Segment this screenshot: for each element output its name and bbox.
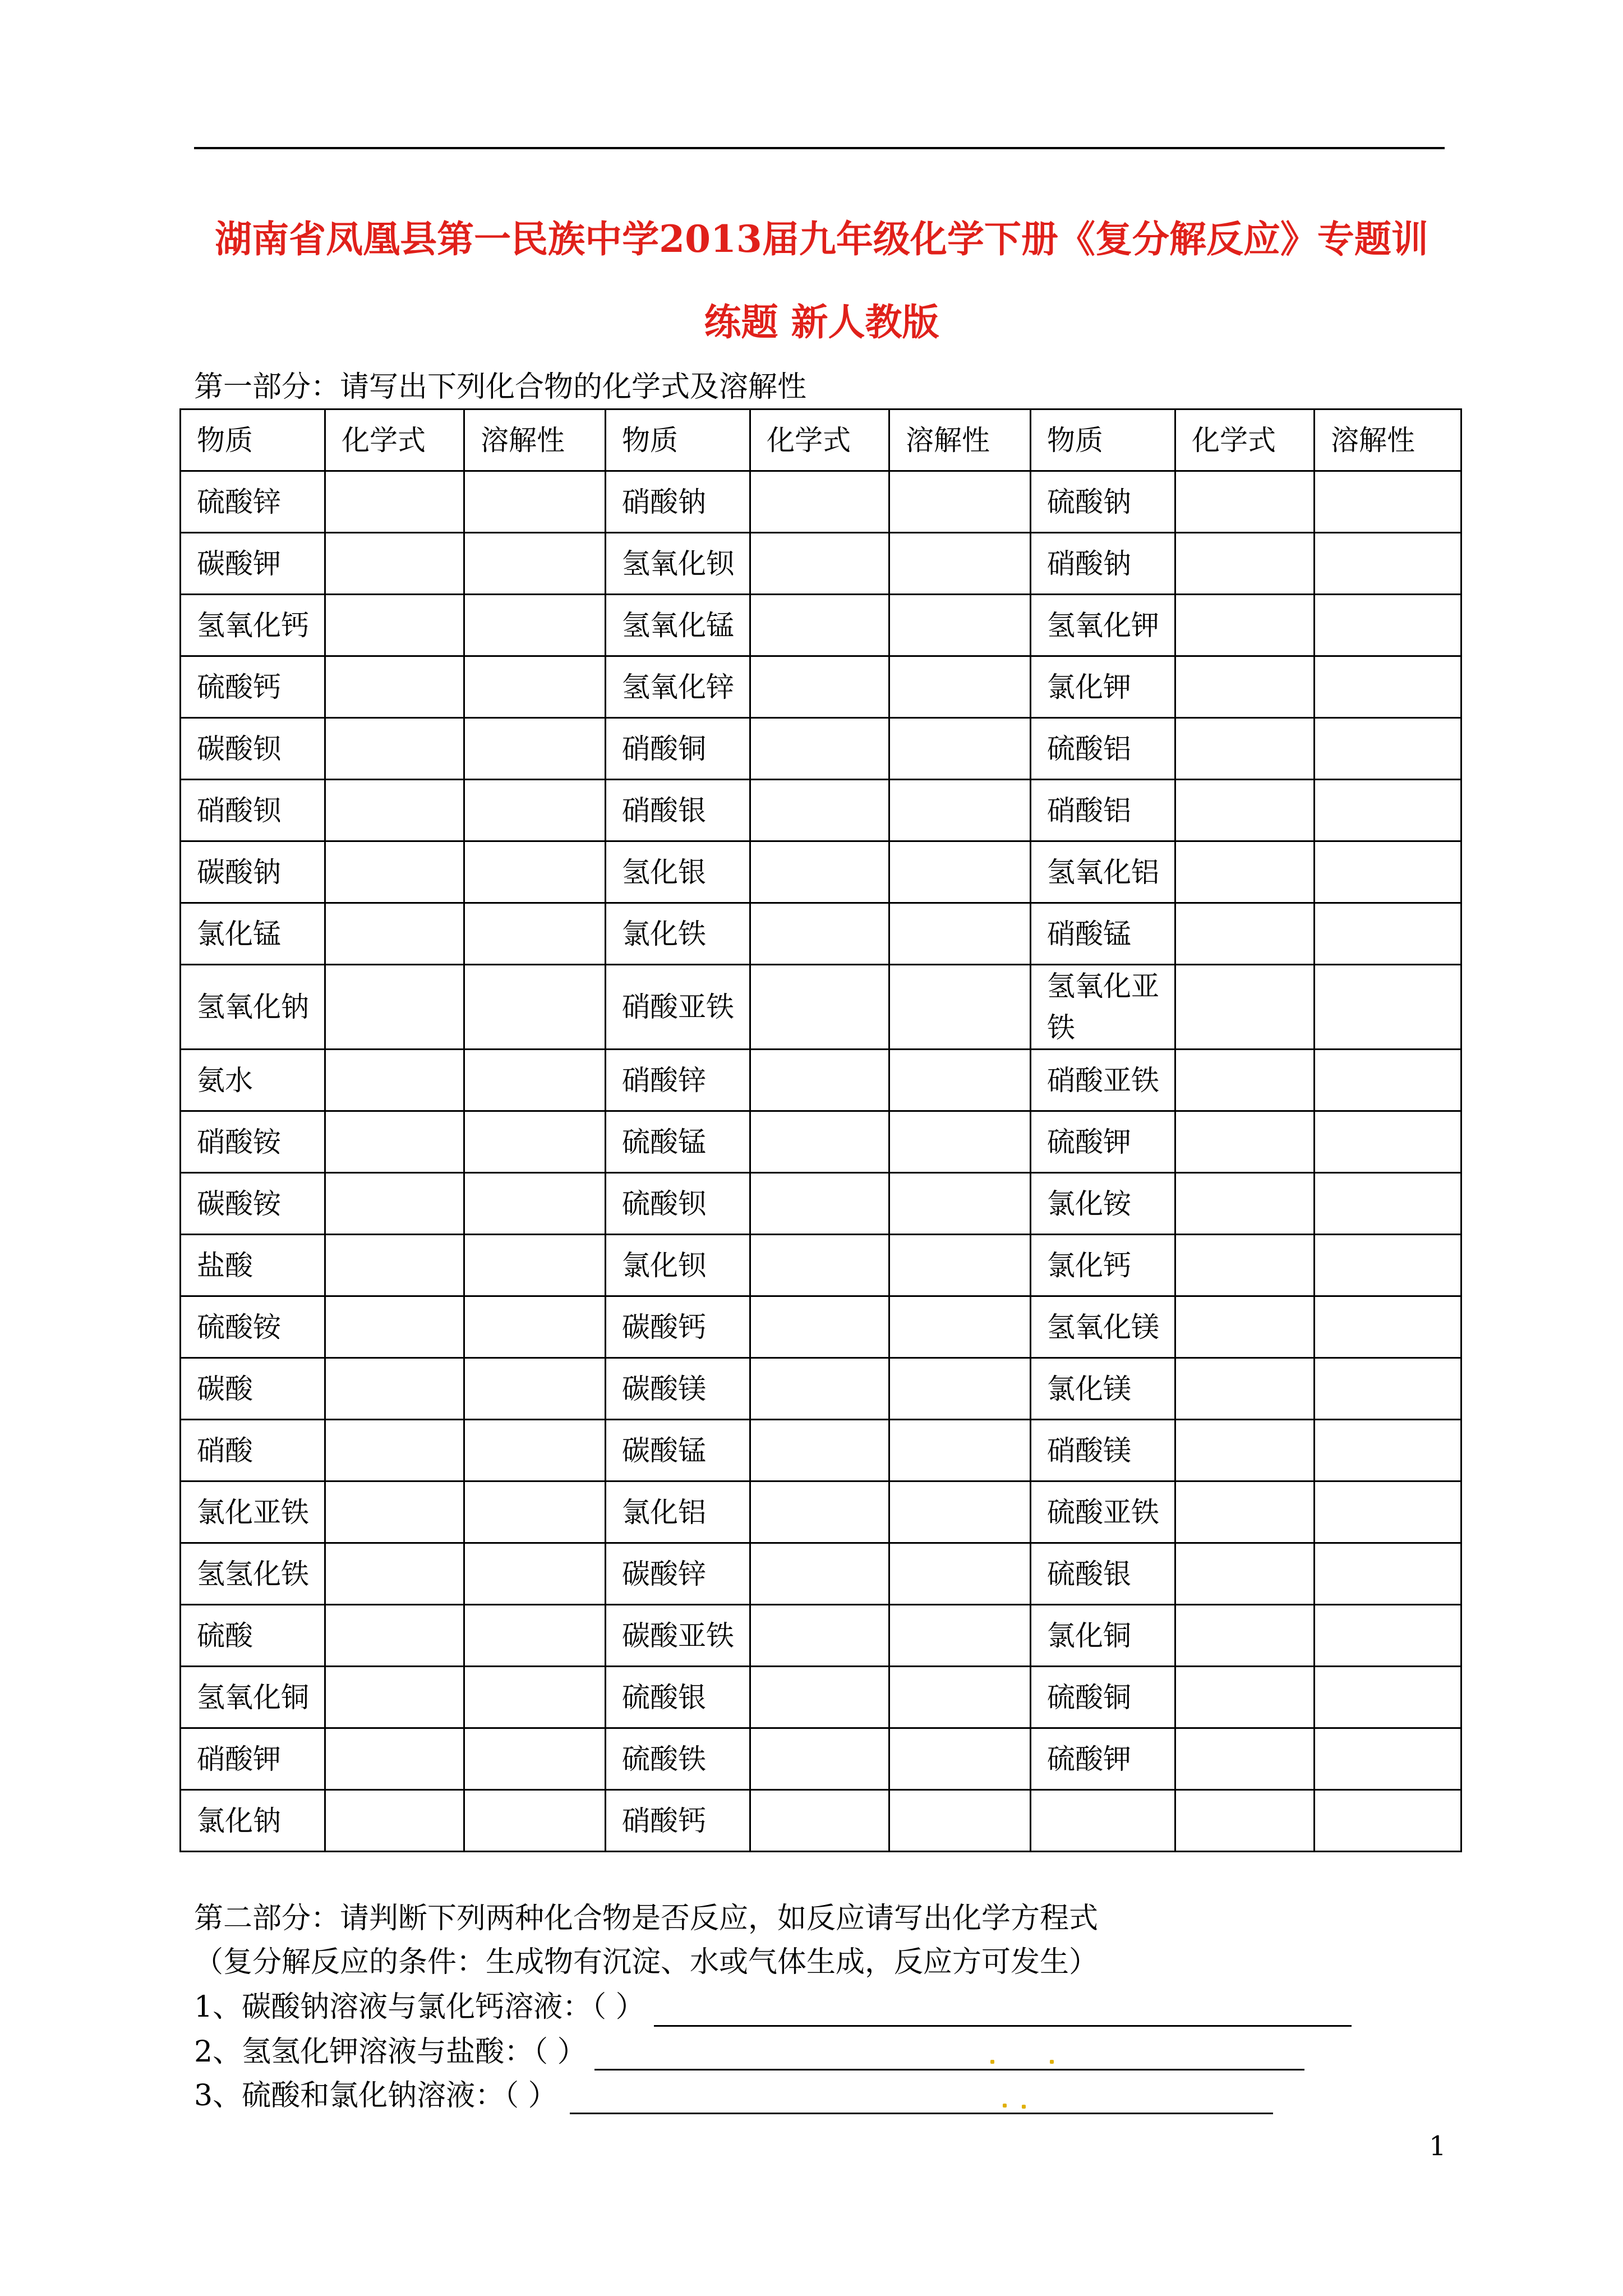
table-row (181, 903, 1461, 965)
substance-cell: 氯化铵 (1031, 1173, 1175, 1235)
formula-blank-cell[interactable] (1175, 1050, 1315, 1111)
table-row (181, 595, 1461, 656)
solubility-blank-cell[interactable] (889, 1790, 1031, 1852)
substance-cell: 硝酸钙 (606, 1790, 750, 1852)
formula-blank-cell[interactable] (750, 1420, 889, 1481)
solubility-blank-cell[interactable] (1315, 1605, 1461, 1667)
solubility-blank-cell[interactable] (889, 1358, 1031, 1420)
solubility-blank-cell[interactable] (889, 1111, 1031, 1173)
table-row (181, 1667, 1461, 1728)
substance-cell: 氢氢化铁 (181, 1543, 325, 1605)
table-row (181, 780, 1461, 841)
substance-cell: 硝酸锌 (606, 1050, 750, 1111)
substance-cell: 氢氧化铜 (181, 1667, 325, 1728)
solubility-blank-cell[interactable] (464, 1481, 606, 1543)
solubility-blank-cell[interactable] (889, 533, 1031, 595)
substance-cell: 硝酸钠 (1031, 533, 1175, 595)
solubility-blank-cell[interactable] (464, 1173, 606, 1235)
formula-blank-cell[interactable] (325, 471, 464, 533)
substance-cell: 氨水 (181, 1050, 325, 1111)
solubility-blank-cell[interactable] (889, 903, 1031, 965)
answer-line-3[interactable] (570, 2113, 1273, 2114)
substance-cell: 碳酸锌 (606, 1543, 750, 1605)
substance-cell: 硝酸亚铁 (606, 965, 750, 1050)
formula-blank-cell[interactable] (325, 1667, 464, 1728)
formula-blank-cell[interactable] (750, 1111, 889, 1173)
table-row (181, 1543, 1461, 1605)
solubility-blank-cell[interactable] (889, 841, 1031, 903)
substance-cell: 硫酸钠 (1031, 471, 1175, 533)
substance-cell: 氢氧化镁 (1031, 1296, 1175, 1358)
formula-blank-cell[interactable] (325, 1358, 464, 1420)
formula-blank-cell[interactable] (325, 1790, 464, 1852)
solubility-blank-cell[interactable] (464, 1790, 606, 1852)
formula-blank-cell[interactable] (1175, 1111, 1315, 1173)
substance-cell: 硫酸铜 (1031, 1667, 1175, 1728)
formula-blank-cell[interactable] (750, 471, 889, 533)
column-header: 化学式 (750, 409, 889, 471)
substance-cell: 硝酸亚铁 (1031, 1050, 1175, 1111)
table-row (181, 1296, 1461, 1358)
part2-note: （复分解反应的条件：生成物有沉淀、水或气体生成，反应方可发生） (194, 1945, 1099, 1979)
substance-cell: 氢氧化钙 (181, 595, 325, 656)
solubility-blank-cell[interactable] (889, 595, 1031, 656)
speck-mark (990, 2060, 994, 2064)
header-rule (194, 147, 1445, 149)
formula-blank-cell[interactable] (1175, 1296, 1315, 1358)
table-row (181, 1605, 1461, 1667)
formula-blank-cell[interactable] (325, 656, 464, 718)
column-header: 溶解性 (889, 409, 1031, 471)
table-row (181, 1420, 1461, 1481)
solubility-blank-cell[interactable] (1315, 965, 1461, 1050)
formula-blank-cell[interactable] (325, 1296, 464, 1358)
table-header-row (181, 409, 1461, 471)
formula-blank-cell[interactable] (325, 1173, 464, 1235)
formula-blank-cell[interactable] (750, 595, 889, 656)
formula-blank-cell[interactable] (750, 965, 889, 1050)
substance-cell: 碳酸镁 (606, 1358, 750, 1420)
formula-blank-cell[interactable] (325, 1605, 464, 1667)
substance-cell: 氯化钾 (1031, 656, 1175, 718)
substance-cell: 硝酸锰 (1031, 903, 1175, 965)
formula-blank-cell[interactable] (1175, 1605, 1315, 1667)
solubility-blank-cell[interactable] (889, 1235, 1031, 1296)
substance-cell: 氢氧化钾 (1031, 595, 1175, 656)
solubility-blank-cell[interactable] (1315, 1543, 1461, 1605)
solubility-blank-cell[interactable] (889, 1605, 1031, 1667)
formula-blank-cell[interactable] (1175, 1790, 1315, 1852)
table-row (181, 718, 1461, 780)
question-1: 1、碳酸钠溶液与氯化钙溶液：（ ） (194, 1990, 645, 2024)
substance-cell: 氢氧化钠 (181, 965, 325, 1050)
formula-blank-cell[interactable] (750, 1358, 889, 1420)
solubility-blank-cell[interactable] (1315, 1790, 1461, 1852)
formula-blank-cell[interactable] (1175, 656, 1315, 718)
page-number: 1 (1429, 2131, 1446, 2162)
table-row (181, 1481, 1461, 1543)
solubility-blank-cell[interactable] (464, 1050, 606, 1111)
formula-blank-cell[interactable] (750, 1667, 889, 1728)
formula-blank-cell[interactable] (750, 533, 889, 595)
formula-blank-cell[interactable] (750, 1543, 889, 1605)
table-row (181, 841, 1461, 903)
question-3: 3、硫酸和氯化钠溶液：（ ） (194, 2079, 557, 2113)
solubility-blank-cell[interactable] (464, 595, 606, 656)
solubility-blank-cell[interactable] (1315, 1173, 1461, 1235)
formula-blank-cell[interactable] (750, 1481, 889, 1543)
solubility-blank-cell[interactable] (889, 1667, 1031, 1728)
substance-cell: 盐酸 (181, 1235, 325, 1296)
solubility-blank-cell[interactable] (889, 1420, 1031, 1481)
solubility-blank-cell[interactable] (464, 1605, 606, 1667)
substance-cell: 氢氧化铝 (1031, 841, 1175, 903)
substance-cell (1031, 1790, 1175, 1852)
speck-mark (1022, 2105, 1026, 2109)
substance-cell: 碳酸 (181, 1358, 325, 1420)
answer-line-2[interactable] (594, 2069, 1304, 2070)
solubility-blank-cell[interactable] (1315, 533, 1461, 595)
solubility-blank-cell[interactable] (1315, 471, 1461, 533)
solubility-blank-cell[interactable] (1315, 1728, 1461, 1790)
solubility-blank-cell[interactable] (1315, 1358, 1461, 1420)
formula-blank-cell[interactable] (750, 1605, 889, 1667)
column-header: 物质 (1031, 409, 1175, 471)
formula-blank-cell[interactable] (325, 595, 464, 656)
formula-blank-cell[interactable] (325, 533, 464, 595)
formula-blank-cell[interactable] (1175, 1173, 1315, 1235)
formula-blank-cell[interactable] (750, 1790, 889, 1852)
formula-blank-cell[interactable] (1175, 780, 1315, 841)
formula-blank-cell[interactable] (750, 718, 889, 780)
column-header: 物质 (181, 409, 325, 471)
formula-blank-cell[interactable] (325, 965, 464, 1050)
table-row (181, 1173, 1461, 1235)
column-header: 化学式 (1175, 409, 1315, 471)
formula-blank-cell[interactable] (750, 1296, 889, 1358)
formula-blank-cell[interactable] (325, 1111, 464, 1173)
substance-cell: 硝酸镁 (1031, 1420, 1175, 1481)
formula-blank-cell[interactable] (750, 841, 889, 903)
substance-cell: 氯化锰 (181, 903, 325, 965)
solubility-blank-cell[interactable] (889, 718, 1031, 780)
solubility-blank-cell[interactable] (464, 780, 606, 841)
formula-blank-cell[interactable] (1175, 1358, 1315, 1420)
substance-cell: 硫酸亚铁 (1031, 1481, 1175, 1543)
compound-table (179, 408, 1462, 1852)
table-row (181, 1728, 1461, 1790)
solubility-blank-cell[interactable] (1315, 1050, 1461, 1111)
substance-cell: 碳酸钾 (181, 533, 325, 595)
solubility-blank-cell[interactable] (889, 471, 1031, 533)
substance-cell: 氯化镁 (1031, 1358, 1175, 1420)
formula-blank-cell[interactable] (1175, 1667, 1315, 1728)
formula-blank-cell[interactable] (1175, 965, 1315, 1050)
formula-blank-cell[interactable] (1175, 903, 1315, 965)
substance-cell: 氯化铁 (606, 903, 750, 965)
substance-cell: 硝酸 (181, 1420, 325, 1481)
table-row (181, 1790, 1461, 1852)
solubility-blank-cell[interactable] (1315, 1481, 1461, 1543)
substance-cell: 硫酸钾 (1031, 1111, 1175, 1173)
solubility-blank-cell[interactable] (1315, 656, 1461, 718)
substance-cell: 硝酸钡 (181, 780, 325, 841)
substance-cell: 硝酸铝 (1031, 780, 1175, 841)
solubility-blank-cell[interactable] (1315, 1111, 1461, 1173)
table-row (181, 965, 1461, 1050)
table-row (181, 1235, 1461, 1296)
substance-cell: 氢氧化亚铁 (1031, 965, 1175, 1050)
document-title-line-2: 练题 新人教版 (704, 300, 939, 344)
substance-cell: 碳酸亚铁 (606, 1605, 750, 1667)
solubility-blank-cell[interactable] (889, 1543, 1031, 1605)
substance-cell: 氢化银 (606, 841, 750, 903)
substance-cell: 氯化亚铁 (181, 1481, 325, 1543)
solubility-blank-cell[interactable] (464, 1296, 606, 1358)
solubility-blank-cell[interactable] (1315, 1296, 1461, 1358)
solubility-blank-cell[interactable] (464, 1420, 606, 1481)
formula-blank-cell[interactable] (750, 780, 889, 841)
solubility-blank-cell[interactable] (1315, 1667, 1461, 1728)
part1-heading: 第一部分：请写出下列化合物的化学式及溶解性 (194, 370, 807, 404)
solubility-blank-cell[interactable] (1315, 903, 1461, 965)
substance-cell: 硫酸铝 (1031, 718, 1175, 780)
formula-blank-cell[interactable] (325, 1481, 464, 1543)
formula-blank-cell[interactable] (750, 1235, 889, 1296)
substance-cell: 硫酸银 (606, 1667, 750, 1728)
solubility-blank-cell[interactable] (889, 965, 1031, 1050)
part2-heading: 第二部分：请判断下列两种化合物是否反应，如反应请写出化学方程式 (194, 1902, 1099, 1935)
substance-cell: 硫酸钡 (606, 1173, 750, 1235)
formula-blank-cell[interactable] (325, 780, 464, 841)
solubility-blank-cell[interactable] (464, 656, 606, 718)
substance-cell: 氢氧化钡 (606, 533, 750, 595)
table-row (181, 533, 1461, 595)
solubility-blank-cell[interactable] (464, 965, 606, 1050)
formula-blank-cell[interactable] (750, 1050, 889, 1111)
substance-cell: 硝酸银 (606, 780, 750, 841)
solubility-blank-cell[interactable] (1315, 780, 1461, 841)
formula-blank-cell[interactable] (325, 1728, 464, 1790)
formula-blank-cell[interactable] (325, 1543, 464, 1605)
substance-cell: 碳酸钡 (181, 718, 325, 780)
table-row (181, 1111, 1461, 1173)
document-title-line-1: 湖南省凤凰县第一民族中学2013届九年级化学下册《复分解反应》专题训 (215, 217, 1428, 261)
substance-cell: 硝酸铜 (606, 718, 750, 780)
substance-cell: 硝酸钠 (606, 471, 750, 533)
solubility-blank-cell[interactable] (464, 718, 606, 780)
substance-cell: 硫酸锰 (606, 1111, 750, 1173)
substance-cell: 氯化钠 (181, 1790, 325, 1852)
solubility-blank-cell[interactable] (1315, 1420, 1461, 1481)
substance-cell: 硫酸锌 (181, 471, 325, 533)
formula-blank-cell[interactable] (750, 656, 889, 718)
formula-blank-cell[interactable] (1175, 1543, 1315, 1605)
solubility-blank-cell[interactable] (1315, 841, 1461, 903)
substance-cell: 氢氧化锌 (606, 656, 750, 718)
solubility-blank-cell[interactable] (889, 1050, 1031, 1111)
substance-cell: 硫酸铵 (181, 1296, 325, 1358)
formula-blank-cell[interactable] (1175, 595, 1315, 656)
substance-cell: 氯化钙 (1031, 1235, 1175, 1296)
substance-cell: 硫酸银 (1031, 1543, 1175, 1605)
formula-blank-cell[interactable] (325, 1420, 464, 1481)
solubility-blank-cell[interactable] (464, 903, 606, 965)
formula-blank-cell[interactable] (325, 718, 464, 780)
solubility-blank-cell[interactable] (464, 841, 606, 903)
solubility-blank-cell[interactable] (464, 1111, 606, 1173)
formula-blank-cell[interactable] (1175, 1481, 1315, 1543)
substance-cell: 碳酸锰 (606, 1420, 750, 1481)
formula-blank-cell[interactable] (1175, 1235, 1315, 1296)
table-row (181, 471, 1461, 533)
solubility-blank-cell[interactable] (1315, 718, 1461, 780)
substance-cell: 氯化铜 (1031, 1605, 1175, 1667)
substance-cell: 碳酸铵 (181, 1173, 325, 1235)
formula-blank-cell[interactable] (1175, 718, 1315, 780)
solubility-blank-cell[interactable] (464, 471, 606, 533)
substance-cell: 硫酸钾 (1031, 1728, 1175, 1790)
substance-cell: 硫酸 (181, 1605, 325, 1667)
table-row (181, 1358, 1461, 1420)
substance-cell: 氯化钡 (606, 1235, 750, 1296)
formula-blank-cell[interactable] (1175, 471, 1315, 533)
formula-blank-cell[interactable] (1175, 1420, 1315, 1481)
formula-blank-cell[interactable] (750, 1173, 889, 1235)
solubility-blank-cell[interactable] (464, 1358, 606, 1420)
formula-blank-cell[interactable] (1175, 1728, 1315, 1790)
solubility-blank-cell[interactable] (464, 1728, 606, 1790)
solubility-blank-cell[interactable] (464, 1543, 606, 1605)
speck-mark (1003, 2104, 1007, 2108)
solubility-blank-cell[interactable] (464, 1235, 606, 1296)
solubility-blank-cell[interactable] (1315, 1235, 1461, 1296)
column-header: 溶解性 (1315, 409, 1461, 471)
substance-cell: 硝酸钾 (181, 1728, 325, 1790)
solubility-blank-cell[interactable] (464, 533, 606, 595)
speck-mark (1050, 2060, 1054, 2064)
solubility-blank-cell[interactable] (889, 656, 1031, 718)
substance-cell: 硝酸铵 (181, 1111, 325, 1173)
table-row (181, 1050, 1461, 1111)
formula-blank-cell[interactable] (325, 1235, 464, 1296)
solubility-blank-cell[interactable] (889, 1173, 1031, 1235)
column-header: 物质 (606, 409, 750, 471)
column-header: 溶解性 (464, 409, 606, 471)
formula-blank-cell[interactable] (325, 903, 464, 965)
formula-blank-cell[interactable] (325, 1050, 464, 1111)
solubility-blank-cell[interactable] (464, 1667, 606, 1728)
solubility-blank-cell[interactable] (889, 1296, 1031, 1358)
substance-cell: 碳酸钠 (181, 841, 325, 903)
formula-blank-cell[interactable] (750, 903, 889, 965)
substance-cell: 氢氧化锰 (606, 595, 750, 656)
table-row (181, 656, 1461, 718)
answer-line-1[interactable] (654, 2025, 1352, 2027)
substance-cell: 硫酸铁 (606, 1728, 750, 1790)
question-2: 2、氢氢化钾溶液与盐酸：（ ） (194, 2035, 587, 2069)
substance-cell: 氯化铝 (606, 1481, 750, 1543)
solubility-blank-cell[interactable] (1315, 595, 1461, 656)
substance-cell: 硫酸钙 (181, 656, 325, 718)
solubility-blank-cell[interactable] (889, 1481, 1031, 1543)
formula-blank-cell[interactable] (750, 1728, 889, 1790)
solubility-blank-cell[interactable] (889, 1728, 1031, 1790)
column-header: 化学式 (325, 409, 464, 471)
formula-blank-cell[interactable] (1175, 841, 1315, 903)
substance-cell: 碳酸钙 (606, 1296, 750, 1358)
formula-blank-cell[interactable] (1175, 533, 1315, 595)
formula-blank-cell[interactable] (325, 841, 464, 903)
solubility-blank-cell[interactable] (889, 780, 1031, 841)
